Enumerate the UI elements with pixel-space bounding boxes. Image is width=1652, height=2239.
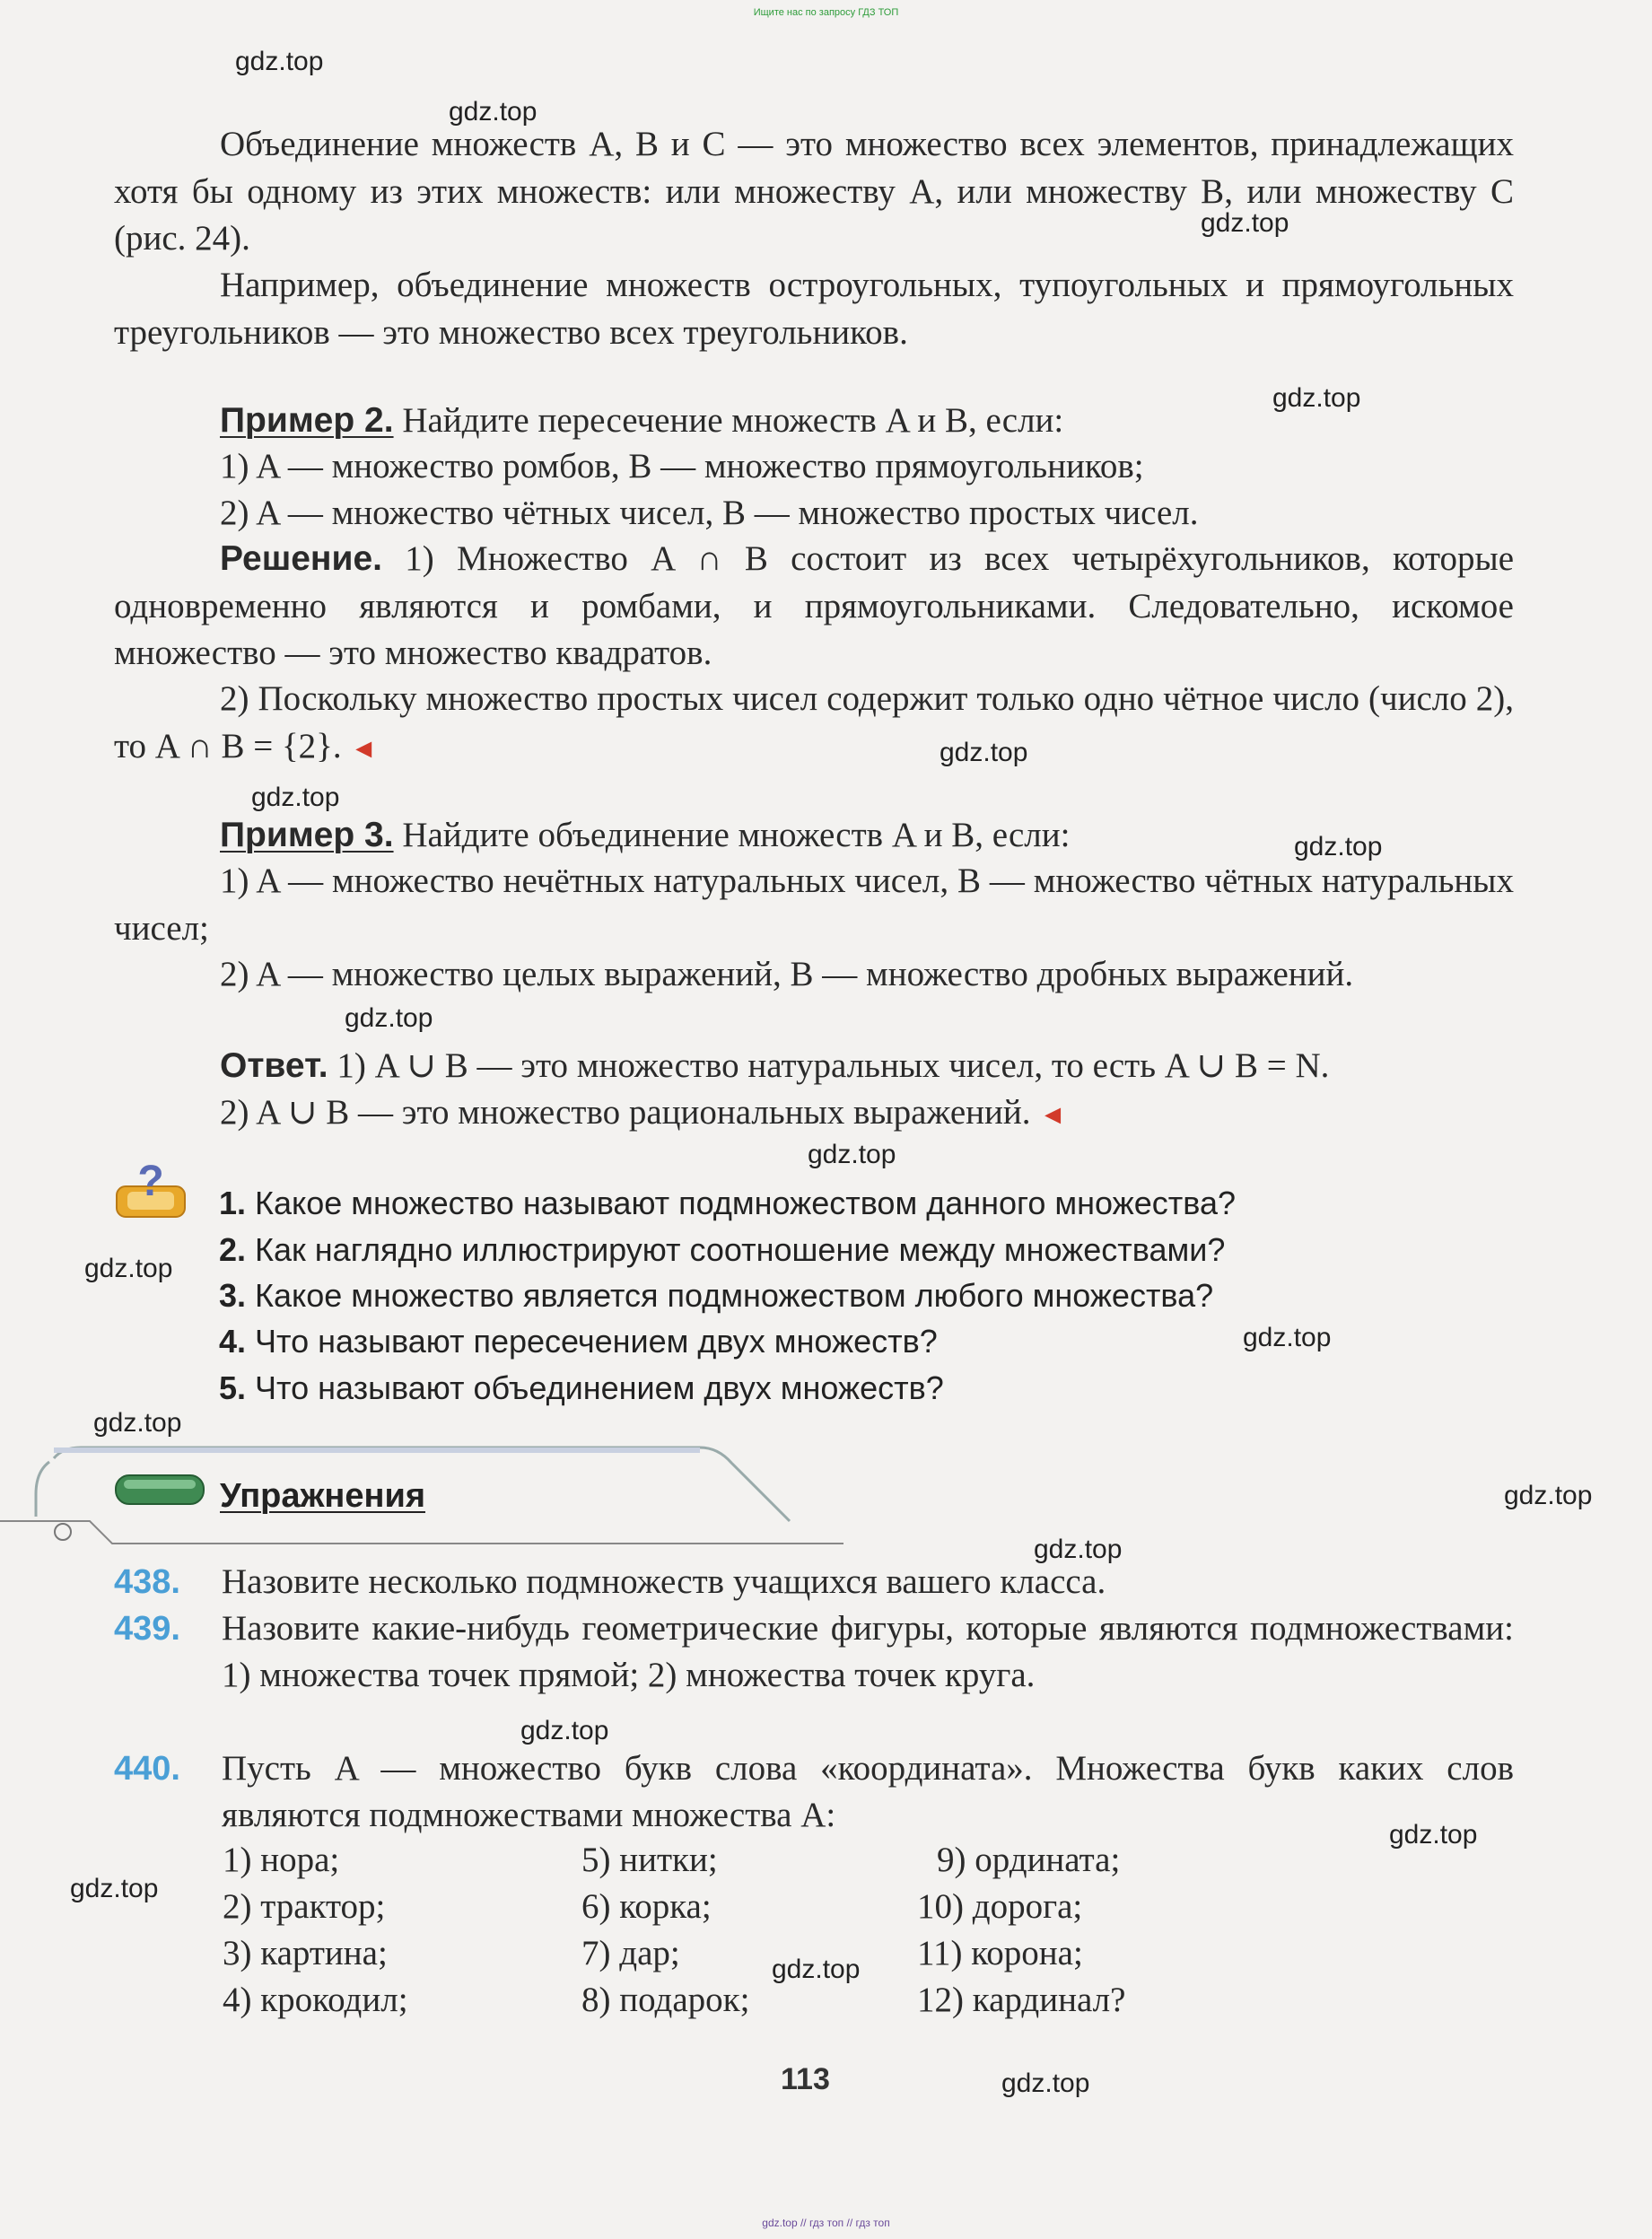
- watermark: gdz.top: [1294, 832, 1383, 861]
- question-3: 3. Какое множество является подмножеством любого множества?: [219, 1277, 1214, 1314]
- question-2: 2. Как наглядно иллюстрируют соотношение между множествами?: [219, 1231, 1226, 1268]
- end-marker-icon: ◄: [1039, 1100, 1066, 1130]
- union-definition-paragraph: Объединение множеств A, B и C — это множество всех элементов, принадлежащих хотя бы одному из этих множеств: или множеству A, или множеству B, или множеству C (рис. 24).: [114, 125, 1514, 258]
- question-4: 4. Что называют пересечением двух множеств?: [219, 1323, 938, 1360]
- word-item: 8) подарок;: [581, 1981, 750, 2019]
- watermark: gdz.top: [93, 1408, 182, 1438]
- word-item: 7) дар;: [581, 1934, 680, 1972]
- solution-label: Решение.: [220, 539, 382, 578]
- example2-item-2: 2) A — множество чётных чисел, B — множество простых чисел.: [220, 494, 1199, 532]
- page-number: 113: [781, 2062, 830, 2096]
- example2-solution-1: Решение. 1) Множество A ∩ B состоит из всех четырёхугольников, которые одновременно являются и ромбами, и прямоугольниками. Следовательно, искомое множество — это множество квадратов.: [114, 539, 1514, 672]
- exercise-440-text: Пусть A — множество букв слова «координата». Множества букв каких слов являются подмножествами множества A:: [222, 1749, 1514, 1834]
- example3-item-2: 2) A — множество целых выражений, B — множество дробных выражений.: [220, 955, 1354, 993]
- example3-label: Пример 3.: [220, 816, 394, 854]
- watermark: gdz.top: [1389, 1820, 1478, 1850]
- exercises-icon: [115, 1474, 205, 1505]
- word-item: 1) нора;: [223, 1841, 340, 1879]
- question-5: 5. Что называют объединением двух множеств?: [219, 1369, 944, 1406]
- example2-heading: [220, 400, 1063, 441]
- watermark: gdz.top: [1001, 2068, 1090, 2098]
- example3-answer-2: 2) A ∪ B — это множество рациональных выражений. ◄: [220, 1093, 1066, 1132]
- watermark: gdz.top: [808, 1140, 896, 1169]
- watermark: gdz.top: [251, 783, 340, 812]
- watermark: gdz.top: [520, 1716, 609, 1745]
- watermark: gdz.top: [1034, 1535, 1123, 1564]
- watermark: gdz.top: [1272, 383, 1361, 413]
- exercise-439-text: Назовите какие-нибудь геометрические фигуры, которые являются подмножествами: 1) множества точек прямой; 2) множества точек круга.: [222, 1609, 1514, 1694]
- word-item: 10) дорога;: [917, 1887, 1083, 1926]
- word-item: 12) кардинал?: [917, 1981, 1126, 2019]
- end-marker-icon: ◄: [350, 733, 378, 764]
- watermark: gdz.top: [449, 97, 538, 127]
- svg-text:?: ?: [137, 1159, 164, 1205]
- watermark: gdz.top: [1243, 1323, 1332, 1352]
- example3-task: Найдите объединение множеств A и B, если:: [402, 816, 1071, 854]
- watermark: gdz.top: [235, 47, 324, 76]
- word-item: 11) корона;: [917, 1934, 1083, 1972]
- exercise-439-number: 439.: [114, 1610, 180, 1648]
- watermark: gdz.top: [1201, 208, 1289, 238]
- word-item: 3) картина;: [223, 1934, 388, 1972]
- exercise-440-number: 440.: [114, 1750, 180, 1788]
- footer-note: gdz.top // гдз топ // гдз топ: [762, 2217, 890, 2229]
- example3-answer-1: Ответ. 1) A ∪ B — это множество натуральных чисел, то есть A ∪ B = N.: [220, 1046, 1330, 1085]
- example-paragraph: Например, объединение множеств остроугольных, тупоугольных и прямоугольных треугольников — это множество всех треугольников.: [114, 266, 1514, 352]
- questions-icon: [115, 1159, 187, 1224]
- watermark: gdz.top: [84, 1254, 173, 1283]
- word-item: 2) трактор;: [223, 1887, 386, 1926]
- word-item: 9) ордината;: [937, 1841, 1121, 1879]
- example3-heading: [220, 815, 1070, 855]
- watermark: gdz.top: [940, 738, 1028, 767]
- word-item: 4) крокодил;: [223, 1981, 408, 2019]
- exercise-438-text: Назовите несколько подмножеств учащихся вашего класса.: [222, 1562, 1106, 1601]
- exercises-title: Упражнения: [220, 1477, 426, 1515]
- example2-label: Пример 2.: [220, 401, 394, 440]
- watermark: gdz.top: [1504, 1481, 1593, 1510]
- header-note: Ищите нас по запросу ГДЗ ТОП: [753, 7, 899, 18]
- example2-item-1: 1) A — множество ромбов, B — множество прямоугольников;: [220, 447, 1144, 485]
- word-item: 6) корка;: [581, 1887, 712, 1926]
- word-item: 5) нитки;: [581, 1841, 718, 1879]
- example2-solution-2: 2) Поскольку множество простых чисел содержит только одно чётное число (число 2), то A ∩ B = {2}. ◄: [114, 679, 1514, 765]
- watermark: gdz.top: [345, 1003, 433, 1033]
- watermark: gdz.top: [772, 1955, 861, 1984]
- exercise-438-number: 438.: [114, 1563, 180, 1601]
- question-1: 1. Какое множество называют подмножеством данного множества?: [219, 1185, 1236, 1221]
- question-mark-icon: [115, 1159, 187, 1224]
- answer-label: Ответ.: [220, 1046, 328, 1085]
- watermark: gdz.top: [70, 1874, 159, 1903]
- example3-item-1: 1) A — множество нечётных натуральных чисел, B — множество чётных натуральных чисел;: [114, 861, 1514, 948]
- example2-task: Найдите пересечение множеств A и B, если:: [402, 401, 1064, 440]
